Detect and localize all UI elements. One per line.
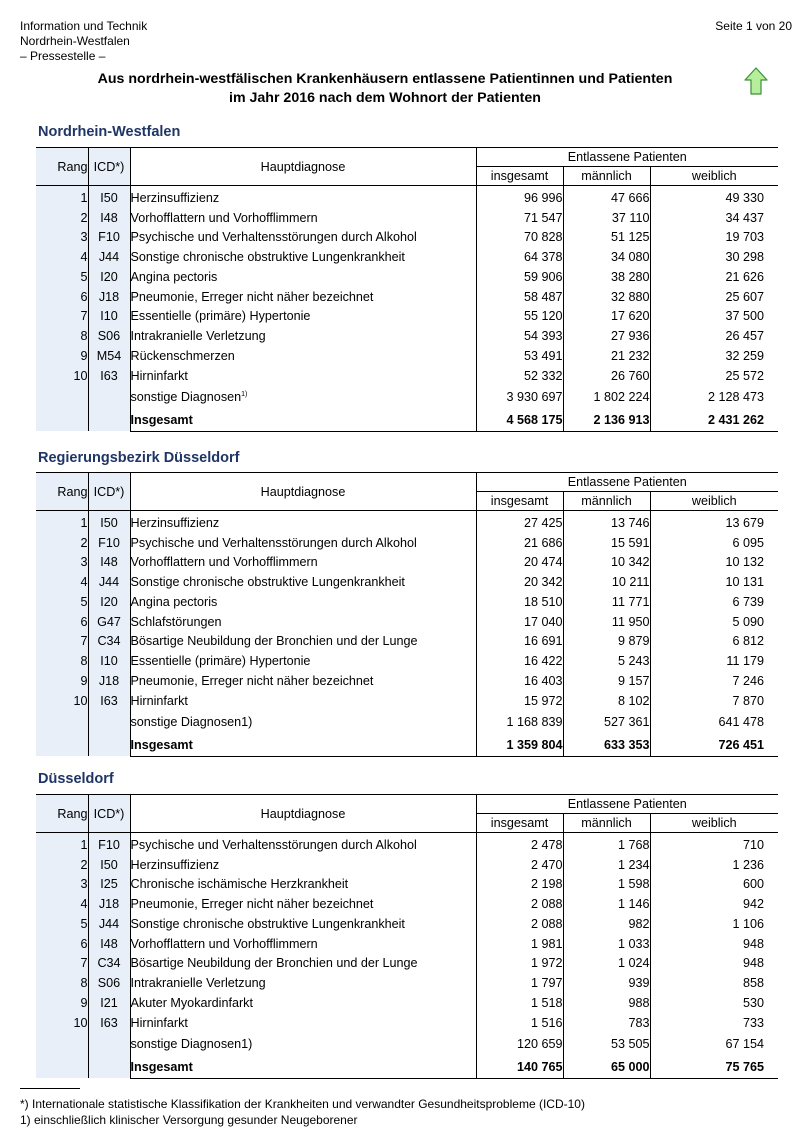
rank-cell: 2	[36, 533, 88, 553]
other-label-text: sonstige Diagnosen1)	[130, 1037, 253, 1051]
rank-cell: 4	[36, 572, 88, 592]
rank-cell: 8	[36, 651, 88, 671]
diagnosis-cell: Herzinsuffizienz	[130, 855, 476, 875]
rank-cell: 5	[36, 914, 88, 934]
icd-code-cell: F10	[88, 533, 130, 553]
column-header-male: männlich	[563, 492, 650, 511]
title-line-2: im Jahr 2016 nach dem Wohnort der Patienten	[229, 90, 541, 106]
total-cell: 4 568 175	[476, 409, 563, 432]
column-header-rank: Rang	[36, 148, 88, 186]
column-header-male: männlich	[563, 167, 650, 186]
other-diagnoses-label	[130, 1033, 476, 1056]
female-cell: 6 812	[732, 634, 764, 649]
diagnosis-cell: Sonstige chronische obstruktive Lungenkrankheit	[130, 247, 476, 267]
total-label: Insgesamt	[130, 1056, 476, 1079]
other-label-text: sonstige Diagnosen	[130, 390, 242, 404]
total-cell: 16 691	[476, 632, 563, 652]
icd-code-cell	[88, 734, 130, 757]
female-cell: 1 236	[732, 857, 764, 872]
column-header-discharged: Entlassene Patienten	[476, 473, 778, 492]
total-cell: 1 516	[476, 1013, 563, 1033]
table-row	[36, 632, 778, 652]
icd-code-cell: J44	[88, 572, 130, 592]
total-cell: 16 403	[476, 671, 563, 691]
table-row	[36, 267, 778, 287]
female-cell: 21 626	[725, 269, 764, 284]
up-arrow-icon[interactable]	[744, 67, 768, 95]
female-cell: 5 090	[732, 614, 764, 629]
male-cell: 1 802 224	[563, 386, 650, 409]
male-cell: 51 125	[563, 228, 650, 248]
male-cell: 1 234	[563, 855, 650, 875]
diagnosis-cell: Angina pectoris	[130, 267, 476, 287]
male-cell: 783	[563, 1013, 650, 1033]
total-cell: 52 332	[476, 366, 563, 386]
diagnosis-cell: Chronische ischämische Herzkrankheit	[130, 875, 476, 895]
diagnosis-cell: Psychische und Verhaltensstörungen durch Alkohol	[130, 533, 476, 553]
icd-code-cell: F10	[88, 833, 130, 855]
total-cell: 55 120	[476, 307, 563, 327]
column-header-discharged: Entlassene Patienten	[476, 795, 778, 814]
icd-code-cell	[88, 386, 130, 409]
male-cell: 65 000	[563, 1056, 650, 1079]
male-cell: 9 879	[563, 632, 650, 652]
table-row	[36, 326, 778, 346]
rank-cell: 7	[36, 632, 88, 652]
icd-code-cell	[88, 1033, 130, 1056]
footnote-icd: *) Internationale statistische Klassifikation der Krankheiten und verwandter Gesundheitsprobleme (ICD-10)	[20, 1097, 585, 1111]
diagnosis-cell: Herzinsuffizienz	[130, 511, 476, 533]
diagnosis-cell: Vorhofflattern und Vorhofflimmern	[130, 553, 476, 573]
icd-code-cell: S06	[88, 973, 130, 993]
male-cell: 988	[563, 993, 650, 1013]
diagnosis-cell: Vorhofflattern und Vorhofflimmern	[130, 208, 476, 228]
publisher-block	[20, 19, 147, 64]
icd-code-cell: I48	[88, 934, 130, 954]
column-header-rank: Rang	[36, 795, 88, 833]
table-row	[36, 855, 778, 875]
column-header-icd: ICD*)	[88, 473, 130, 511]
rank-cell: 6	[36, 934, 88, 954]
section-title: Düsseldorf	[38, 771, 114, 787]
total-cell: 64 378	[476, 247, 563, 267]
female-cell: 49 330	[725, 190, 764, 205]
diagnosis-cell: Pneumonie, Erreger nicht näher bezeichnet	[130, 894, 476, 914]
male-cell: 26 760	[563, 366, 650, 386]
column-header-total: insgesamt	[476, 492, 563, 511]
male-cell: 1 033	[563, 934, 650, 954]
female-cell: 10 132	[725, 555, 764, 570]
table-row	[36, 592, 778, 612]
male-cell: 5 243	[563, 651, 650, 671]
total-cell: 1 518	[476, 993, 563, 1013]
total-cell: 54 393	[476, 326, 563, 346]
rank-cell: 5	[36, 267, 88, 287]
table-row	[36, 287, 778, 307]
table-row	[36, 247, 778, 267]
icd-code-cell: I10	[88, 651, 130, 671]
male-cell: 8 102	[563, 691, 650, 711]
table-row	[36, 1013, 778, 1033]
other-diagnoses-label	[130, 386, 476, 409]
diagnosis-cell: Essentielle (primäre) Hypertonie	[130, 307, 476, 327]
table-row	[36, 875, 778, 895]
male-cell: 633 353	[563, 734, 650, 757]
other-diagnoses-row	[36, 711, 778, 734]
female-cell: 25 572	[725, 368, 764, 383]
diagnosis-cell: Pneumonie, Erreger nicht näher bezeichnet	[130, 287, 476, 307]
diagnosis-table	[36, 794, 778, 1079]
icd-code-cell: S06	[88, 326, 130, 346]
female-cell: 37 500	[725, 309, 764, 324]
female-cell: 19 703	[725, 230, 764, 245]
rank-cell: 3	[36, 553, 88, 573]
icd-code-cell: I63	[88, 366, 130, 386]
total-cell: 71 547	[476, 208, 563, 228]
column-header-female: weiblich	[650, 814, 778, 833]
table-row	[36, 572, 778, 592]
total-cell: 1 972	[476, 954, 563, 974]
section-title: Nordrhein-Westfalen	[38, 124, 181, 140]
diagnosis-cell: Psychische und Verhaltensstörungen durch Alkohol	[130, 228, 476, 248]
title-line-1: Aus nordrhein-westfälischen Krankenhäusern entlassene Patientinnen und Patienten	[97, 71, 673, 87]
total-cell: 1 981	[476, 934, 563, 954]
diagnosis-cell: Sonstige chronische obstruktive Lungenkrankheit	[130, 572, 476, 592]
rank-cell: 1	[36, 186, 88, 208]
total-cell: 58 487	[476, 287, 563, 307]
male-cell: 32 880	[563, 287, 650, 307]
female-cell: 6 095	[732, 535, 764, 550]
diagnosis-cell: Essentielle (primäre) Hypertonie	[130, 651, 476, 671]
column-header-icd: ICD*)	[88, 148, 130, 186]
diagnosis-cell: Hirninfarkt	[130, 691, 476, 711]
table-row	[36, 346, 778, 366]
total-cell: 3 930 697	[476, 386, 563, 409]
icd-code-cell: I63	[88, 1013, 130, 1033]
male-cell: 47 666	[563, 186, 650, 208]
total-cell: 2 088	[476, 914, 563, 934]
table-row	[36, 914, 778, 934]
column-header-diagnosis: Hauptdiagnose	[130, 473, 476, 511]
column-header-total: insgesamt	[476, 814, 563, 833]
rank-cell	[36, 409, 88, 432]
icd-code-cell: I25	[88, 875, 130, 895]
rank-cell: 2	[36, 855, 88, 875]
table-row	[36, 691, 778, 711]
rank-cell: 9	[36, 993, 88, 1013]
icd-code-cell: I21	[88, 993, 130, 1013]
diagnosis-cell: Pneumonie, Erreger nicht näher bezeichnet	[130, 671, 476, 691]
diagnosis-cell: Herzinsuffizienz	[130, 186, 476, 208]
total-cell: 2 198	[476, 875, 563, 895]
female-cell: 600	[742, 877, 764, 892]
icd-code-cell: J18	[88, 287, 130, 307]
female-cell: 10 131	[725, 575, 764, 590]
column-header-female: weiblich	[650, 492, 778, 511]
total-label: Insgesamt	[130, 409, 476, 432]
rank-cell: 2	[36, 208, 88, 228]
rank-cell: 4	[36, 894, 88, 914]
icd-code-cell: I20	[88, 592, 130, 612]
publisher-line: Information und Technik	[20, 19, 148, 33]
icd-code-cell: I20	[88, 267, 130, 287]
male-cell: 13 746	[563, 511, 650, 533]
table-row	[36, 533, 778, 553]
total-cell: 21 686	[476, 533, 563, 553]
total-cell: 20 342	[476, 572, 563, 592]
rank-cell: 10	[36, 691, 88, 711]
male-cell: 2 136 913	[563, 409, 650, 432]
icd-code-cell: I63	[88, 691, 130, 711]
male-cell: 939	[563, 973, 650, 993]
icd-code-cell: J18	[88, 671, 130, 691]
female-cell: 7 246	[732, 673, 764, 688]
male-cell: 38 280	[563, 267, 650, 287]
table-row	[36, 833, 778, 855]
male-cell: 1 598	[563, 875, 650, 895]
total-cell: 140 765	[476, 1056, 563, 1079]
male-cell: 27 936	[563, 326, 650, 346]
female-cell: 942	[742, 897, 764, 912]
female-cell: 7 870	[732, 693, 764, 708]
column-header-total: insgesamt	[476, 167, 563, 186]
male-cell: 11 950	[563, 612, 650, 632]
diagnosis-cell: Vorhofflattern und Vorhofflimmern	[130, 934, 476, 954]
icd-code-cell: G47	[88, 612, 130, 632]
column-header-icd: ICD*)	[88, 795, 130, 833]
column-header-diagnosis: Hauptdiagnose	[130, 795, 476, 833]
rank-cell: 4	[36, 247, 88, 267]
rank-cell	[36, 711, 88, 734]
table-row	[36, 934, 778, 954]
table-row	[36, 228, 778, 248]
total-cell: 59 906	[476, 267, 563, 287]
page-number: Seite 1 von 20	[715, 19, 792, 33]
female-cell: 710	[742, 837, 764, 852]
rank-cell: 10	[36, 366, 88, 386]
male-cell: 1 768	[563, 833, 650, 855]
total-cell: 1 359 804	[476, 734, 563, 757]
rank-cell: 7	[36, 307, 88, 327]
total-row	[36, 409, 778, 432]
female-cell: 1 106	[732, 916, 764, 931]
male-cell: 37 110	[563, 208, 650, 228]
male-cell: 17 620	[563, 307, 650, 327]
diagnosis-cell: Intrakranielle Verletzung	[130, 973, 476, 993]
other-label-text: sonstige Diagnosen1)	[130, 715, 253, 729]
rank-cell: 10	[36, 1013, 88, 1033]
rank-cell: 8	[36, 326, 88, 346]
female-cell: 30 298	[725, 250, 764, 265]
icd-code-cell: I50	[88, 855, 130, 875]
diagnosis-cell: Rückenschmerzen	[130, 346, 476, 366]
male-cell: 34 080	[563, 247, 650, 267]
female-cell: 948	[742, 956, 764, 971]
rank-cell	[36, 1033, 88, 1056]
female-cell: 641 478	[718, 715, 764, 729]
rank-cell	[36, 386, 88, 409]
total-cell: 1 168 839	[476, 711, 563, 734]
male-cell: 1 024	[563, 954, 650, 974]
total-cell: 70 828	[476, 228, 563, 248]
table-row	[36, 307, 778, 327]
icd-code-cell: I50	[88, 186, 130, 208]
total-cell: 53 491	[476, 346, 563, 366]
column-header-male: männlich	[563, 814, 650, 833]
icd-code-cell: I48	[88, 553, 130, 573]
total-cell: 17 040	[476, 612, 563, 632]
female-cell: 530	[742, 995, 764, 1010]
total-label: Insgesamt	[130, 734, 476, 757]
rank-cell: 1	[36, 833, 88, 855]
column-header-discharged: Entlassene Patienten	[476, 148, 778, 167]
table-row	[36, 208, 778, 228]
icd-code-cell	[88, 711, 130, 734]
female-cell: 13 679	[725, 515, 764, 530]
male-cell: 10 211	[563, 572, 650, 592]
page-title	[60, 70, 710, 108]
icd-code-cell: J44	[88, 914, 130, 934]
female-cell: 67 154	[725, 1037, 764, 1051]
male-cell: 9 157	[563, 671, 650, 691]
icd-code-cell: J44	[88, 247, 130, 267]
female-cell: 6 739	[732, 594, 764, 609]
male-cell: 21 232	[563, 346, 650, 366]
total-cell: 2 470	[476, 855, 563, 875]
rank-cell: 9	[36, 346, 88, 366]
rank-cell: 6	[36, 612, 88, 632]
male-cell: 982	[563, 914, 650, 934]
total-cell: 1 797	[476, 973, 563, 993]
icd-code-cell: F10	[88, 228, 130, 248]
table-row	[36, 366, 778, 386]
total-cell: 20 474	[476, 553, 563, 573]
other-diagnoses-row	[36, 1033, 778, 1056]
rank-cell	[36, 1056, 88, 1079]
female-cell: 2 431 262	[650, 409, 778, 432]
table-row	[36, 993, 778, 1013]
diagnosis-cell: Akuter Myokardinfarkt	[130, 993, 476, 1013]
male-cell: 15 591	[563, 533, 650, 553]
female-cell: 75 765	[650, 1056, 778, 1079]
rank-cell: 3	[36, 875, 88, 895]
table-row	[36, 186, 778, 208]
male-cell: 10 342	[563, 553, 650, 573]
publisher-line: – Pressestelle –	[20, 49, 106, 63]
icd-code-cell	[88, 409, 130, 432]
footnote-rule	[20, 1088, 80, 1089]
diagnosis-cell: Angina pectoris	[130, 592, 476, 612]
diagnosis-cell: Intrakranielle Verletzung	[130, 326, 476, 346]
section-title: Regierungsbezirk Düsseldorf	[38, 450, 240, 466]
female-cell: 726 451	[650, 734, 778, 757]
icd-code-cell: J18	[88, 894, 130, 914]
table-row	[36, 671, 778, 691]
icd-code-cell: I10	[88, 307, 130, 327]
female-cell: 34 437	[725, 210, 764, 225]
column-header-female: weiblich	[650, 167, 778, 186]
diagnosis-cell: Bösartige Neubildung der Bronchien und der Lunge	[130, 954, 476, 974]
total-cell: 15 972	[476, 691, 563, 711]
diagnosis-cell: Sonstige chronische obstruktive Lungenkrankheit	[130, 914, 476, 934]
rank-cell: 6	[36, 287, 88, 307]
female-cell: 948	[742, 936, 764, 951]
total-row	[36, 734, 778, 757]
total-cell: 27 425	[476, 511, 563, 533]
rank-cell: 5	[36, 592, 88, 612]
diagnosis-cell: Bösartige Neubildung der Bronchien und der Lunge	[130, 632, 476, 652]
footnote-marker: 1)	[241, 390, 248, 398]
diagnosis-cell: Hirninfarkt	[130, 1013, 476, 1033]
table-row	[36, 511, 778, 533]
male-cell: 1 146	[563, 894, 650, 914]
total-cell: 16 422	[476, 651, 563, 671]
total-cell: 2 478	[476, 833, 563, 855]
female-cell: 733	[742, 1015, 764, 1030]
total-cell: 18 510	[476, 592, 563, 612]
diagnosis-cell: Schlafstörungen	[130, 612, 476, 632]
rank-cell: 9	[36, 671, 88, 691]
table-row	[36, 954, 778, 974]
table-row	[36, 973, 778, 993]
rank-cell	[36, 734, 88, 757]
female-cell: 25 607	[725, 289, 764, 304]
icd-code-cell: M54	[88, 346, 130, 366]
total-row	[36, 1056, 778, 1079]
icd-code-cell: C34	[88, 954, 130, 974]
publisher-line: Nordrhein-Westfalen	[20, 34, 130, 48]
diagnosis-table	[36, 472, 778, 757]
male-cell: 11 771	[563, 592, 650, 612]
table-row	[36, 612, 778, 632]
column-header-diagnosis: Hauptdiagnose	[130, 148, 476, 186]
icd-code-cell: C34	[88, 632, 130, 652]
male-cell: 527 361	[563, 711, 650, 734]
other-diagnoses-label	[130, 711, 476, 734]
female-cell: 2 128 473	[707, 390, 764, 404]
diagnosis-table	[36, 147, 778, 432]
table-row	[36, 651, 778, 671]
icd-code-cell	[88, 1056, 130, 1079]
female-cell: 32 259	[725, 348, 764, 363]
column-header-rank: Rang	[36, 473, 88, 511]
female-cell: 858	[742, 976, 764, 991]
table-row	[36, 894, 778, 914]
rank-cell: 1	[36, 511, 88, 533]
footnote-newborns: 1) einschließlich klinischer Versorgung gesunder Neugeborener	[20, 1113, 358, 1127]
other-diagnoses-row	[36, 386, 778, 409]
total-cell: 120 659	[476, 1033, 563, 1056]
table-row	[36, 553, 778, 573]
rank-cell: 7	[36, 954, 88, 974]
diagnosis-cell: Hirninfarkt	[130, 366, 476, 386]
total-cell: 96 996	[476, 186, 563, 208]
male-cell: 53 505	[563, 1033, 650, 1056]
rank-cell: 8	[36, 973, 88, 993]
icd-code-cell: I48	[88, 208, 130, 228]
total-cell: 2 088	[476, 894, 563, 914]
female-cell: 11 179	[726, 654, 764, 669]
female-cell: 26 457	[725, 329, 764, 344]
diagnosis-cell: Psychische und Verhaltensstörungen durch Alkohol	[130, 833, 476, 855]
rank-cell: 3	[36, 228, 88, 248]
icd-code-cell: I50	[88, 511, 130, 533]
